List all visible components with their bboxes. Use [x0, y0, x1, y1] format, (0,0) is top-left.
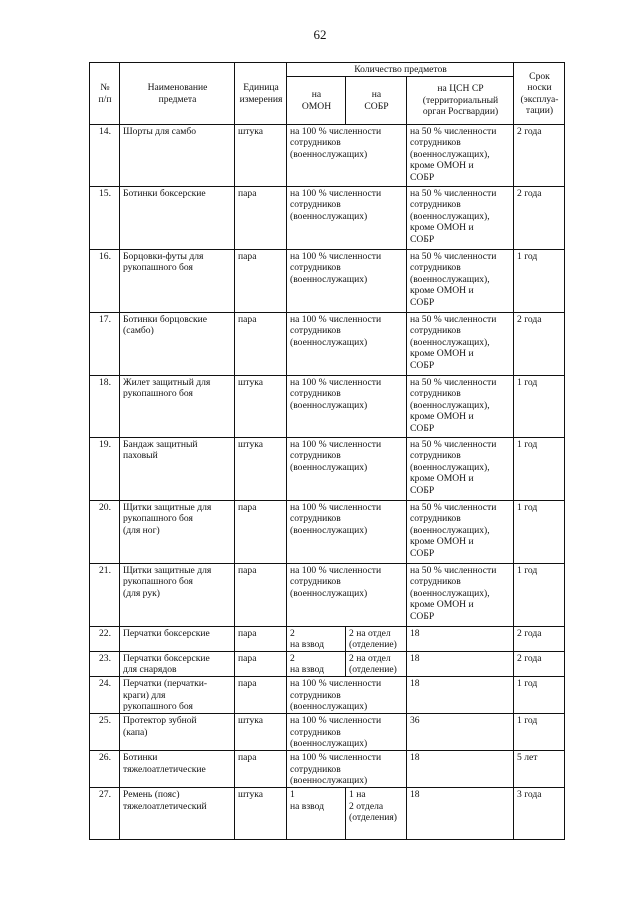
row-number: 14.: [90, 124, 120, 186]
unit-cell: штука: [235, 375, 287, 437]
row-number: 27.: [90, 787, 120, 839]
item-name: Перчатки боксерские: [120, 626, 235, 651]
unit-cell: пара: [235, 676, 287, 713]
sobr-quantity: 2 на отдел (отделение): [346, 626, 407, 651]
omon-sobr-quantity: на 100 % численности сотрудников (военнослужащих): [287, 713, 407, 750]
item-name: Шорты для самбо: [120, 124, 235, 186]
row-number: 15.: [90, 186, 120, 249]
table-header: [90, 63, 565, 125]
table-row: [90, 563, 565, 626]
omon-quantity: 2 на взвод: [287, 626, 346, 651]
item-name: Ботинки боксерские: [120, 186, 235, 249]
sobr-quantity: 1 на 2 отдела (отделения): [346, 787, 407, 839]
unit-cell: пара: [235, 500, 287, 563]
omon-sobr-quantity: на 100 % численности сотрудников (военнослужащих): [287, 500, 407, 563]
sobr-quantity: 2 на отдел (отделение): [346, 651, 407, 676]
csn-quantity: на 50 % численности сотрудников (военнослужащих), кроме ОМОН и СОБР: [407, 437, 514, 500]
omon-sobr-quantity: на 100 % численности сотрудников (военнослужащих): [287, 312, 407, 375]
table-row: [90, 437, 565, 500]
unit-cell: пара: [235, 750, 287, 787]
table-row: [90, 375, 565, 437]
service-term: 2 года: [514, 651, 565, 676]
item-name: Борцовки-футы для рукопашного боя: [120, 249, 235, 312]
omon-sobr-quantity: на 100 % численности сотрудников (военнослужащих): [287, 676, 407, 713]
item-name: Ботинки борцовские (самбо): [120, 312, 235, 375]
csn-quantity: на 50 % численности сотрудников (военнослужащих), кроме ОМОН и СОБР: [407, 124, 514, 186]
header-sobr: на СОБР: [346, 76, 407, 124]
item-name: Перчатки (перчатки- краги) для рукопашного боя: [120, 676, 235, 713]
table-row: [90, 249, 565, 312]
csn-quantity: 36: [407, 713, 514, 750]
unit-cell: штука: [235, 437, 287, 500]
omon-sobr-quantity: на 100 % численности сотрудников (военнослужащих): [287, 186, 407, 249]
row-number: 18.: [90, 375, 120, 437]
service-term: 1 год: [514, 249, 565, 312]
omon-sobr-quantity: на 100 % численности сотрудников (военнослужащих): [287, 437, 407, 500]
row-number: 16.: [90, 249, 120, 312]
service-term: 1 год: [514, 676, 565, 713]
page-number: 62: [313, 27, 327, 42]
header-omon: на ОМОН: [287, 76, 346, 124]
item-name: Щитки защитные для рукопашного боя (для рук): [120, 563, 235, 626]
unit-cell: штука: [235, 713, 287, 750]
csn-quantity: 18: [407, 626, 514, 651]
header-csn: на ЦСН СР (территориальный орган Росгвардии): [407, 76, 514, 124]
item-name: Ремень (пояс) тяжелоатлетический: [120, 787, 235, 839]
service-term: 2 года: [514, 186, 565, 249]
row-number: 22.: [90, 626, 120, 651]
row-number: 23.: [90, 651, 120, 676]
csn-quantity: 18: [407, 676, 514, 713]
csn-quantity: 18: [407, 651, 514, 676]
unit-cell: штука: [235, 124, 287, 186]
table-row: [90, 713, 565, 750]
omon-sobr-quantity: на 100 % численности сотрудников (военнослужащих): [287, 750, 407, 787]
service-term: 2 года: [514, 312, 565, 375]
omon-sobr-quantity: на 100 % численности сотрудников (военнослужащих): [287, 124, 407, 186]
service-term: 3 года: [514, 787, 565, 839]
header-term: Срок носки (эксплуа- тации): [514, 63, 565, 125]
service-term: 1 год: [514, 375, 565, 437]
csn-quantity: 18: [407, 750, 514, 787]
service-term: 2 года: [514, 626, 565, 651]
unit-cell: пара: [235, 186, 287, 249]
item-name: Протектор зубной (капа): [120, 713, 235, 750]
omon-quantity: 2 на взвод: [287, 651, 346, 676]
unit-cell: пара: [235, 651, 287, 676]
service-term: 2 года: [514, 124, 565, 186]
row-number: 17.: [90, 312, 120, 375]
header-quantity-group: Количество предметов: [287, 63, 514, 77]
table-body: [90, 124, 565, 839]
omon-sobr-quantity: на 100 % численности сотрудников (военнослужащих): [287, 563, 407, 626]
unit-cell: пара: [235, 249, 287, 312]
row-number: 20.: [90, 500, 120, 563]
unit-cell: штука: [235, 787, 287, 839]
service-term: 1 год: [514, 500, 565, 563]
table-row: [90, 124, 565, 186]
item-name: Перчатки боксерские для снарядов: [120, 651, 235, 676]
csn-quantity: на 50 % численности сотрудников (военнослужащих), кроме ОМОН и СОБР: [407, 249, 514, 312]
table-row: [90, 500, 565, 563]
csn-quantity: на 50 % численности сотрудников (военнослужащих), кроме ОМОН и СОБР: [407, 500, 514, 563]
row-number: 19.: [90, 437, 120, 500]
header-num: № п/п: [90, 63, 120, 125]
omon-quantity: 1 на взвод: [287, 787, 346, 839]
omon-sobr-quantity: на 100 % численности сотрудников (военнослужащих): [287, 249, 407, 312]
item-name: Ботинки тяжелоатлетические: [120, 750, 235, 787]
unit-cell: пара: [235, 312, 287, 375]
csn-quantity: 18: [407, 787, 514, 839]
service-term: 1 год: [514, 713, 565, 750]
service-term: 1 год: [514, 563, 565, 626]
item-name: Бандаж защитный паховый: [120, 437, 235, 500]
csn-quantity: на 50 % численности сотрудников (военнослужащих), кроме ОМОН и СОБР: [407, 563, 514, 626]
table-row: [90, 626, 565, 651]
table-row: [90, 750, 565, 787]
row-number: 24.: [90, 676, 120, 713]
csn-quantity: на 50 % численности сотрудников (военнослужащих), кроме ОМОН и СОБР: [407, 375, 514, 437]
csn-quantity: на 50 % численности сотрудников (военнослужащих), кроме ОМОН и СОБР: [407, 312, 514, 375]
table-row: [90, 186, 565, 249]
table-row: [90, 787, 565, 839]
equipment-table: [89, 62, 565, 840]
table-row: [90, 651, 565, 676]
table-row: [90, 312, 565, 375]
csn-quantity: на 50 % численности сотрудников (военнослужащих), кроме ОМОН и СОБР: [407, 186, 514, 249]
unit-cell: пара: [235, 563, 287, 626]
row-number: 25.: [90, 713, 120, 750]
item-name: Жилет защитный для рукопашного боя: [120, 375, 235, 437]
table-row: [90, 676, 565, 713]
omon-sobr-quantity: на 100 % численности сотрудников (военнослужащих): [287, 375, 407, 437]
item-name: Щитки защитные для рукопашного боя (для ног): [120, 500, 235, 563]
header-unit: Единица измерения: [235, 63, 287, 125]
row-number: 26.: [90, 750, 120, 787]
row-number: 21.: [90, 563, 120, 626]
unit-cell: пара: [235, 626, 287, 651]
header-name: Наименование предмета: [120, 63, 235, 125]
service-term: 1 год: [514, 437, 565, 500]
service-term: 5 лет: [514, 750, 565, 787]
